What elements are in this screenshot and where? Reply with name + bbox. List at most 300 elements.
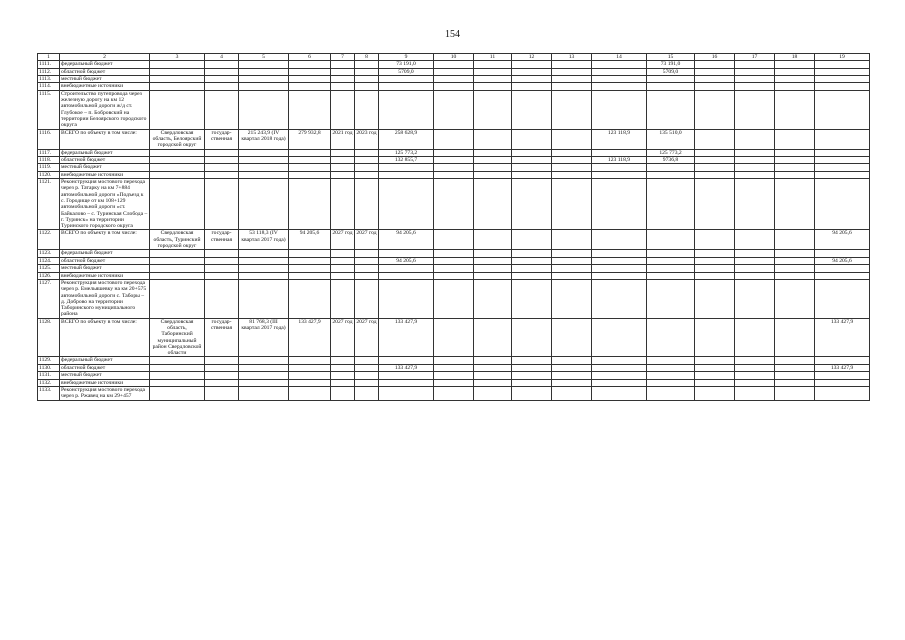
table-cell [474,171,512,178]
table-cell: 1122. [38,230,60,250]
table-row [38,318,870,357]
table-cell [474,279,512,318]
table-cell [695,250,735,257]
table-cell [331,357,355,364]
table-cell [379,272,434,279]
table-cell [355,90,379,129]
table-cell: 2023 год [355,129,379,149]
table-cell [474,250,512,257]
table-cell [355,265,379,272]
table-cell [205,250,239,257]
table-cell [205,83,239,90]
table-cell [695,272,735,279]
table-cell [512,129,552,149]
table-cell [592,318,647,357]
table-cell [331,179,355,230]
table-cell [434,250,474,257]
table-cell [647,379,695,386]
table-cell [239,68,289,75]
column-number: 3 [150,54,205,61]
table-cell [552,171,592,178]
table-cell [150,171,205,178]
table-cell [695,265,735,272]
table-cell: 2027 год [331,318,355,357]
table-cell [592,364,647,371]
table-cell [512,149,552,156]
table-cell [815,164,870,171]
table-cell: местный бюджет [60,76,150,83]
table-cell [592,179,647,230]
table-cell: федеральный бюджет [60,250,150,257]
table-cell [815,279,870,318]
table-cell [552,156,592,163]
table-cell: 133 427,9 [379,318,434,357]
table-cell: 1133. [38,387,60,401]
table-cell [355,83,379,90]
table-cell [735,156,775,163]
table-cell [775,257,815,264]
table-cell [434,68,474,75]
table-cell [815,379,870,386]
table-cell [150,83,205,90]
table-cell [512,90,552,129]
table-cell: внебюджетные источники [60,83,150,90]
table-cell [355,61,379,68]
table-row [38,379,870,386]
column-number: 4 [205,54,239,61]
table-cell [695,90,735,129]
table-cell: 1121. [38,179,60,230]
table-cell [735,149,775,156]
table-cell [434,61,474,68]
table-cell: местный бюджет [60,164,150,171]
table-row [38,171,870,178]
column-number: 14 [592,54,647,61]
table-cell [355,357,379,364]
table-cell: Свердловская область, Белоярский городской округ [150,129,205,149]
table-cell [647,179,695,230]
table-cell [775,372,815,379]
table-cell [552,387,592,401]
table-cell [474,76,512,83]
table-cell [592,250,647,257]
table-cell [735,372,775,379]
table-cell: 2027 год [355,318,379,357]
table-cell [775,156,815,163]
table-cell [592,83,647,90]
table-cell [239,171,289,178]
table-cell [815,83,870,90]
table-cell [379,265,434,272]
table-cell [695,164,735,171]
table-cell [474,230,512,250]
table-row [38,68,870,75]
table-cell [735,279,775,318]
table-cell [815,250,870,257]
table-cell [434,164,474,171]
table-cell [289,90,331,129]
table-cell: внебюджетные источники [60,379,150,386]
table-cell [512,171,552,178]
table-cell [815,68,870,75]
table-cell [150,90,205,129]
table-cell [512,372,552,379]
table-cell [289,76,331,83]
table-cell [647,387,695,401]
table-cell [592,68,647,75]
table-cell [815,372,870,379]
table-cell [355,68,379,75]
table-cell [695,171,735,178]
table-cell [434,364,474,371]
column-number: 10 [434,54,474,61]
table-cell [775,129,815,149]
table-cell [592,279,647,318]
table-cell [647,372,695,379]
table-cell: ВСЕГО по объекту в том числе: [60,230,150,250]
table-cell [205,164,239,171]
table-cell [355,156,379,163]
table-cell [647,90,695,129]
table-cell [735,257,775,264]
column-number: 16 [695,54,735,61]
table-cell [474,156,512,163]
table-cell [331,61,355,68]
table-cell [474,379,512,386]
table-cell [239,272,289,279]
table-cell: 133 427,9 [815,364,870,371]
table-cell [355,272,379,279]
table-cell [775,272,815,279]
table-cell [289,156,331,163]
table-cell: 258 628,9 [379,129,434,149]
table-cell: Реконструкция мостового перехода через р. Емельяшевку на км 20+575 автомобильной дороги с. Таборы – д. Доброво на территории Таборинского муниципального района [60,279,150,318]
table-cell: 1130. [38,364,60,371]
table-cell: 1124. [38,257,60,264]
table-cell [695,379,735,386]
table-cell [331,250,355,257]
table-cell [474,364,512,371]
table-cell: 53 118,3 (IV квартал 2017 года) [239,230,289,250]
table-cell [379,164,434,171]
table-row [38,179,870,230]
table-cell [289,164,331,171]
table-cell [512,272,552,279]
table-cell [552,76,592,83]
table-cell [379,379,434,386]
table-cell [379,279,434,318]
table-cell [512,76,552,83]
table-cell [695,76,735,83]
table-cell [331,372,355,379]
table-cell [239,372,289,379]
table-cell [592,372,647,379]
table-cell [239,76,289,83]
column-number: 15 [647,54,695,61]
table-row [38,279,870,318]
table-cell [239,149,289,156]
table-cell [552,230,592,250]
table-cell [647,357,695,364]
table-cell [775,364,815,371]
table-cell [735,171,775,178]
table-row [38,230,870,250]
table-cell: 9736,8 [647,156,695,163]
table-cell [775,179,815,230]
table-cell [647,83,695,90]
table-cell [815,129,870,149]
table-cell [150,265,205,272]
table-cell [647,265,695,272]
table-cell [512,318,552,357]
column-number: 5 [239,54,289,61]
table-cell [434,318,474,357]
table-cell [552,257,592,264]
table-cell: областной бюджет [60,364,150,371]
table-cell: внебюджетные источники [60,171,150,178]
table-cell [289,357,331,364]
table-cell [735,68,775,75]
table-cell [512,364,552,371]
table-cell: 73 191,0 [647,61,695,68]
table-cell: Реконструкция мостового перехода через р. Татарку на км 7+884 автомобильной дороги «Подъезд к с. Городище от км 108+129 автомобильной дороги «ст. Байкалово – с. Туринская Слобода – г. Туринск» на территории Туринского городского округа [60,179,150,230]
table-cell [735,61,775,68]
table-cell [512,68,552,75]
table-cell [552,90,592,129]
table-cell [434,230,474,250]
table-cell [239,387,289,401]
table-cell: 2021 год [331,129,355,149]
table-cell [331,83,355,90]
table-cell [239,357,289,364]
table-cell [592,164,647,171]
table-row [38,76,870,83]
table-cell [735,272,775,279]
table-cell [150,257,205,264]
table-cell [647,164,695,171]
table-cell: местный бюджет [60,265,150,272]
column-number: 18 [775,54,815,61]
table-cell [239,164,289,171]
table-cell [647,272,695,279]
table-cell [512,265,552,272]
table-cell: Свердловская область, Туринский городской округ [150,230,205,250]
table-cell [592,265,647,272]
table-cell [512,279,552,318]
table-row [38,149,870,156]
table-cell [355,171,379,178]
table-cell: 1112. [38,68,60,75]
table-cell [205,357,239,364]
table-cell [239,61,289,68]
table-cell [355,76,379,83]
table-cell [355,379,379,386]
table-cell: областной бюджет [60,257,150,264]
table-cell: областной бюджет [60,156,150,163]
table-cell [474,372,512,379]
table-cell [434,171,474,178]
table-cell: Реконструкция мостового перехода через р. Ржавец на км 29+457 [60,387,150,401]
table-row [38,129,870,149]
table-cell: внебюджетные источники [60,272,150,279]
table-cell [355,149,379,156]
table-cell [434,129,474,149]
table-cell [552,279,592,318]
table-cell: 215 243,9 (IV квартал 2018 года) [239,129,289,149]
table-cell [775,357,815,364]
table-cell: 81 768,3 (III квартал 2017 года) [239,318,289,357]
table-cell [775,265,815,272]
table-cell [239,156,289,163]
table-cell: 1118. [38,156,60,163]
table-cell [289,83,331,90]
table-cell [695,129,735,149]
table-cell [512,257,552,264]
table-cell: 1129. [38,357,60,364]
table-cell [474,387,512,401]
table-cell [289,61,331,68]
table-cell [552,265,592,272]
table-cell [592,272,647,279]
table-cell [289,265,331,272]
table-cell: 123 118,9 [592,129,647,149]
table-cell [592,149,647,156]
table-cell [434,265,474,272]
table-cell [474,179,512,230]
table-cell [239,257,289,264]
table-cell: государ-ственная [205,318,239,357]
table-cell [150,156,205,163]
table-cell [592,230,647,250]
table-cell [434,387,474,401]
table-cell [331,364,355,371]
table-cell [695,83,735,90]
table-cell [434,149,474,156]
table-row [38,372,870,379]
table-cell [775,250,815,257]
table-cell [379,90,434,129]
table-cell [150,379,205,386]
table-cell [205,379,239,386]
table-cell [150,68,205,75]
table-cell: 133 427,9 [815,318,870,357]
table-cell [331,68,355,75]
table-cell: 1114. [38,83,60,90]
table-cell [434,179,474,230]
table-cell [289,250,331,257]
table-cell: 133 427,9 [289,318,331,357]
table-cell [379,171,434,178]
table-cell [552,164,592,171]
table-cell [735,164,775,171]
table-cell [735,318,775,357]
table-cell [552,318,592,357]
table-cell: 132 855,7 [379,156,434,163]
table-row [38,265,870,272]
table-cell [379,76,434,83]
table-cell: 5709,0 [647,68,695,75]
table-row [38,272,870,279]
table-cell: федеральный бюджет [60,149,150,156]
table-cell [289,372,331,379]
table-cell [331,76,355,83]
table-cell: 1116. [38,129,60,149]
table-cell [289,279,331,318]
table-cell [735,76,775,83]
table-cell [695,230,735,250]
table-cell [735,250,775,257]
table-cell: 1131. [38,372,60,379]
table-row [38,250,870,257]
table-cell [815,387,870,401]
table-cell [695,387,735,401]
table-cell [150,61,205,68]
table-cell: 1111. [38,61,60,68]
table-cell [355,179,379,230]
table-cell [695,318,735,357]
table-cell [512,230,552,250]
table-cell [289,68,331,75]
table-cell [434,279,474,318]
table-cell: 94 205,6 [379,230,434,250]
table-cell [552,68,592,75]
table-cell [775,61,815,68]
table-cell [205,171,239,178]
table-cell [647,279,695,318]
table-cell [695,357,735,364]
header-row [38,54,870,61]
column-number: 6 [289,54,331,61]
table-cell [775,83,815,90]
table-cell: 2027 год [355,230,379,250]
table-cell [205,265,239,272]
column-number: 13 [552,54,592,61]
table-cell [552,61,592,68]
table-cell [512,387,552,401]
table-cell: Свердловская область, Таборинский муниципальный район Свердловской области [150,318,205,357]
table-cell [289,272,331,279]
table-cell [815,149,870,156]
table-cell [647,76,695,83]
table-cell [205,279,239,318]
table-cell [474,357,512,364]
table-cell: федеральный бюджет [60,357,150,364]
table-cell: 1115. [38,90,60,129]
table-cell [592,171,647,178]
table-cell [239,364,289,371]
table-cell [150,179,205,230]
table-cell [474,272,512,279]
table-cell [205,179,239,230]
table-cell [474,257,512,264]
table-cell [815,357,870,364]
table-cell [205,61,239,68]
table-cell: Строительство путепровода через железную дорогу на км 12 автомобильной дороги ж/д ст. Глубокое – п. Бобровский на территории Белоярского городского округа [60,90,150,129]
table-cell [552,250,592,257]
table-cell: 94 205,6 [289,230,331,250]
table-cell [379,83,434,90]
table-row [38,164,870,171]
table-cell: 123 118,9 [592,156,647,163]
table-cell [775,76,815,83]
table-cell [434,257,474,264]
table-cell [695,156,735,163]
table-cell [552,272,592,279]
table-cell [150,164,205,171]
table-row [38,90,870,129]
table-cell: 1120. [38,171,60,178]
table-cell [815,90,870,129]
